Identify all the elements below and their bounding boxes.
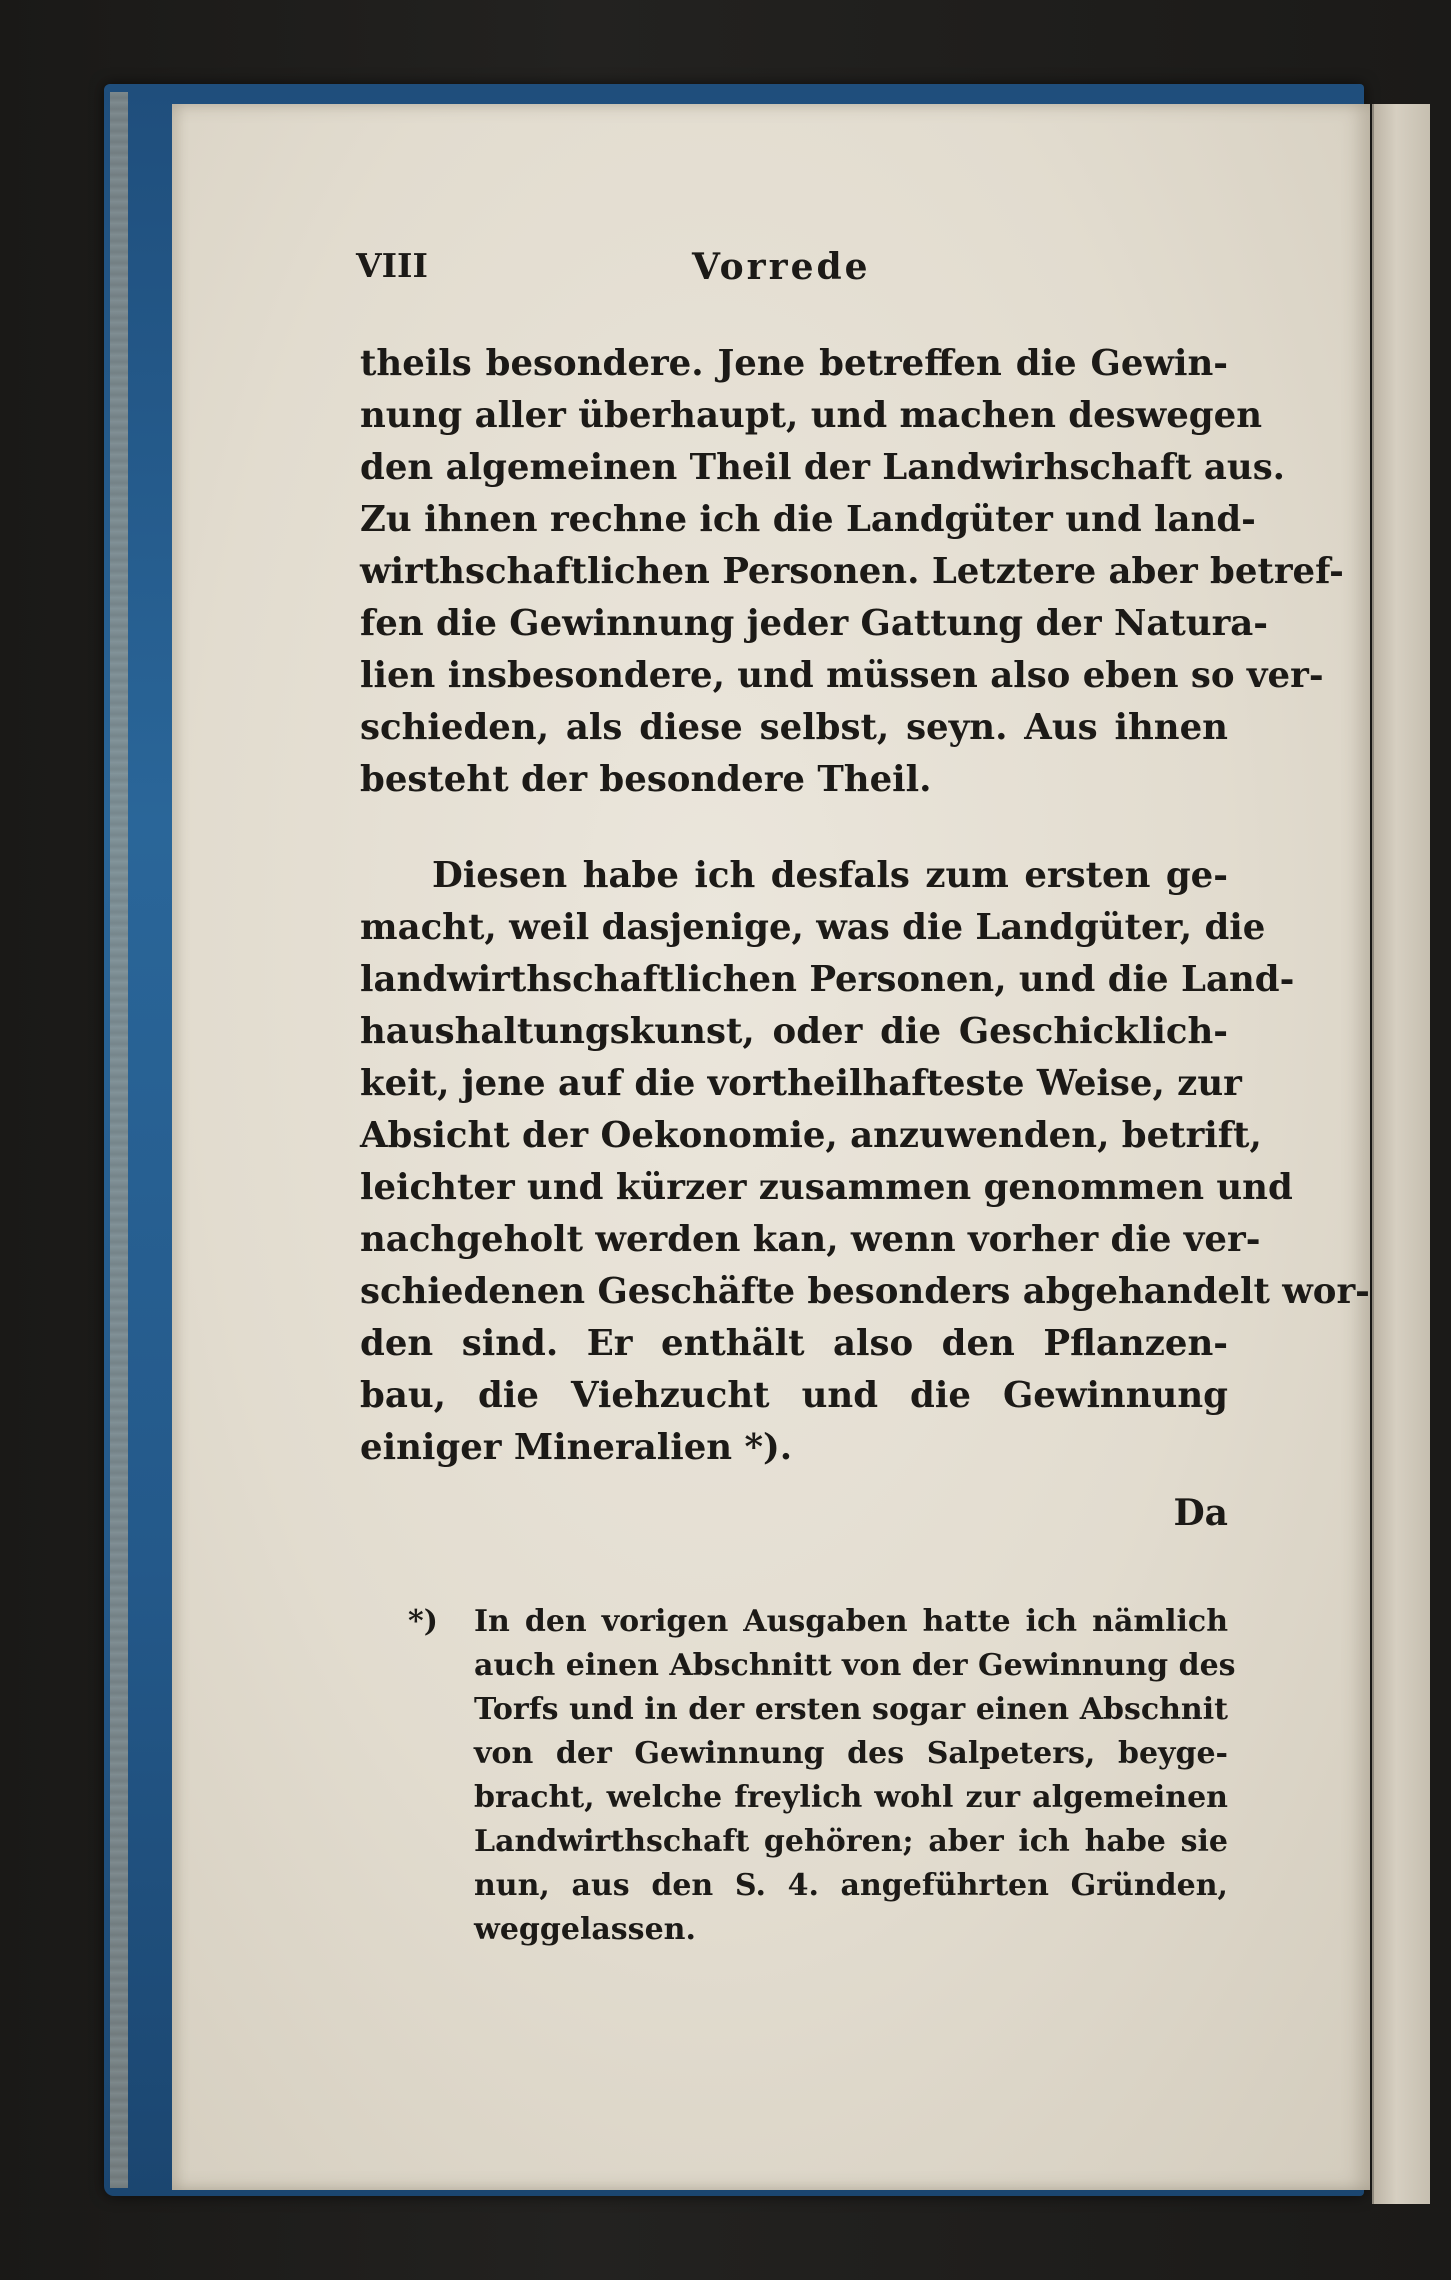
paragraph1-line: Zu ihnen rechne ich die Landgüter und land- bbox=[360, 499, 1256, 540]
paragraph1-line: besteht der besondere Theil. bbox=[360, 759, 932, 800]
footnote-line: Torfs und in der ersten sogar einen Abschnit bbox=[474, 1692, 1228, 1727]
footnote-line: bracht, welche freylich wohl zur algemeinen bbox=[474, 1780, 1228, 1815]
paragraph2-line: schiedenen Geschäfte besonders abgehandelt wor- bbox=[360, 1271, 1370, 1312]
paragraph2-line: Diesen habe ich desfals zum ersten ge- bbox=[432, 855, 1228, 896]
paragraph2-line: leichter und kürzer zusammen genommen und bbox=[360, 1167, 1293, 1208]
paragraph1-line: lien insbesondere, und müssen also eben so ver- bbox=[360, 655, 1324, 696]
paragraph1-line: nung aller überhaupt, und machen deswegen bbox=[360, 395, 1263, 436]
paragraph2-line: macht, weil dasjenige, was die Landgüter, die bbox=[360, 907, 1266, 948]
running-title: Vorrede bbox=[692, 246, 871, 288]
paragraph2-line: den sind. Er enthält also den Pflanzen- bbox=[360, 1323, 1228, 1364]
footnote-line: auch einen Abschnitt von der Gewinnung des bbox=[474, 1648, 1236, 1683]
paragraph1-line: fen die Gewinnung jeder Gattung der Natura- bbox=[360, 603, 1269, 644]
paragraph2-line: haushaltungskunst, oder die Geschicklich- bbox=[360, 1011, 1228, 1052]
paragraph1-line: schieden, als diese selbst, seyn. Aus ihnen bbox=[360, 707, 1228, 748]
paragraph1-line: theils besondere. Jene betreffen die Gewin- bbox=[360, 343, 1228, 384]
footnote-line: weggelassen. bbox=[474, 1912, 696, 1947]
paragraph2-line: nachgeholt werden kan, wenn vorher die ver- bbox=[360, 1219, 1261, 1260]
paragraph1-line: wirthschaftlichen Personen. Letztere aber betref- bbox=[360, 551, 1344, 592]
paragraph2-line: einiger Mineralien *). bbox=[360, 1427, 793, 1468]
paragraph2-line: keit, jene auf die vortheilhafteste Weise, zur bbox=[360, 1063, 1242, 1104]
page-number: VIII bbox=[356, 246, 428, 285]
paragraph2-line: landwirthschaftlichen Personen, und die Land- bbox=[360, 959, 1295, 1000]
footnote-line: nun, aus den S. 4. angeführten Gründen, bbox=[474, 1868, 1228, 1903]
catchword: Da bbox=[1173, 1492, 1228, 1534]
worn-cover-edge bbox=[110, 92, 128, 2188]
paragraph2-line: Absicht der Oekonomie, anzuwenden, betrift, bbox=[360, 1115, 1262, 1156]
paragraph2-line: bau, die Viehzucht und die Gewinnung bbox=[360, 1375, 1228, 1416]
footnote-line: In den vorigen Ausgaben hatte ich nämlich bbox=[474, 1604, 1228, 1639]
footnote-line: von der Gewinnung des Salpeters, beyge- bbox=[474, 1736, 1228, 1771]
footnote-line: Landwirthschaft gehören; aber ich habe sie bbox=[474, 1824, 1228, 1859]
paragraph1-line: den algemeinen Theil der Landwirhschaft aus. bbox=[360, 447, 1286, 488]
facing-page-edge bbox=[1372, 104, 1430, 2204]
footnote-marker: *) bbox=[408, 1604, 438, 1639]
